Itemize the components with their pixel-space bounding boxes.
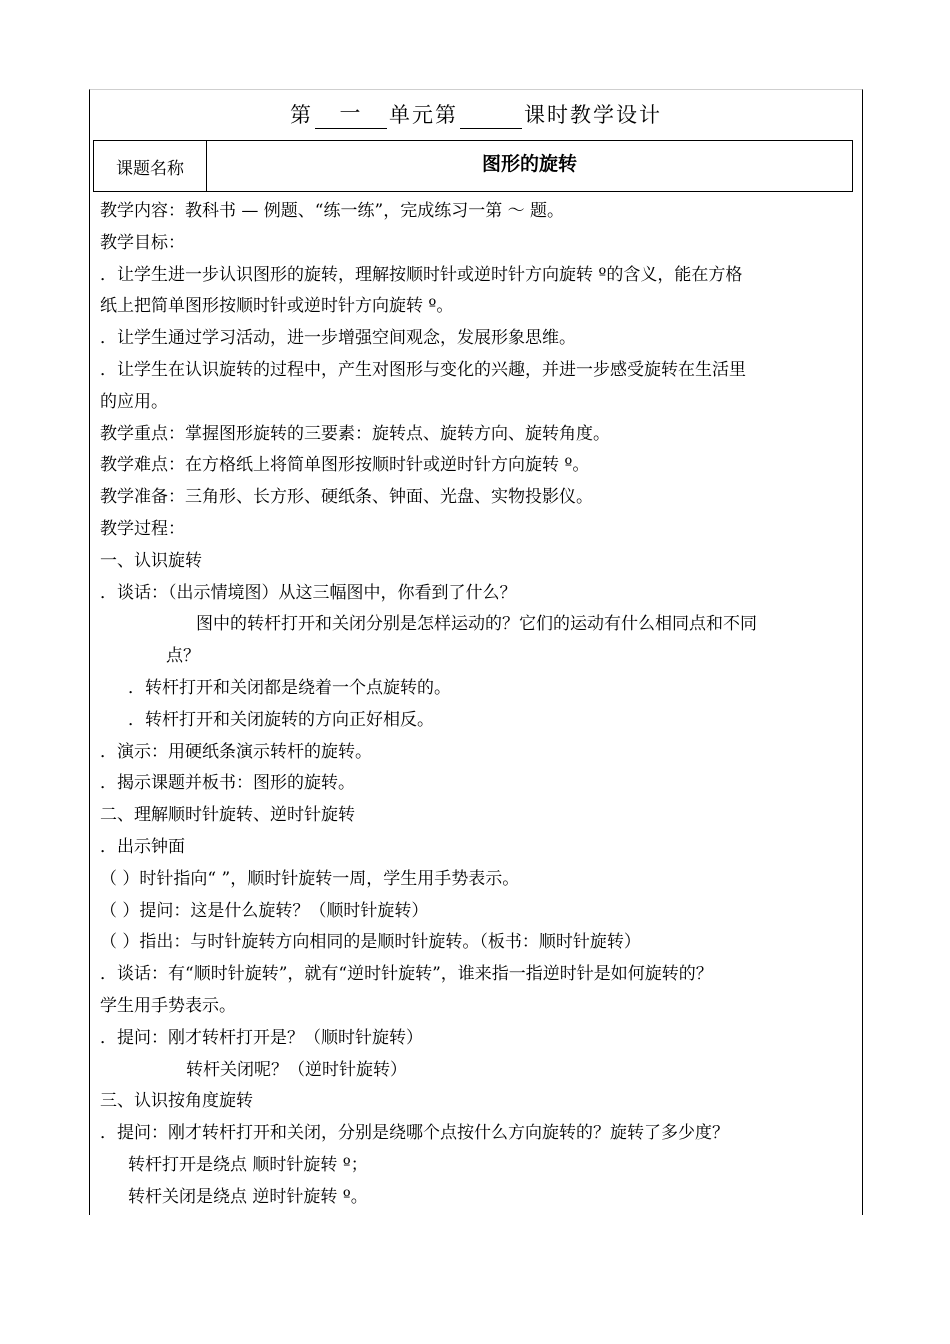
content-line: 教学内容：教科书 — 例题、“练一练”，完成练习一第 ～ 题。 [100, 201, 564, 221]
section-3-answer-1: 转杆打开是绕点 顺时针旋转 º； [128, 1154, 368, 1175]
section-1-question-cont: 点？ [166, 646, 200, 667]
section-1-question: 图中的转杆打开和关闭分别是怎样运动的？它们的运动有什么相同点和不同 [196, 614, 757, 635]
section-1-sub-2: ．转杆打开和关闭旋转的方向正好相反。 [128, 709, 434, 730]
objective-1-cont: 纸上把简单图形按顺时针或逆时针方向旋转 º。 [100, 296, 454, 317]
difficulty-line: 教学难点：在方格纸上将简单图形按顺时针或逆时针方向旋转 º。 [100, 455, 590, 476]
header-prefix: 第 [290, 103, 313, 127]
section-1-item-2: ．演示：用硬纸条演示转杆的旋转。 [100, 741, 372, 762]
section-2-sub-2: （ ）提问：这是什么旋转？（顺时针旋转） [100, 900, 429, 921]
key-point-line: 教学重点：掌握图形旋转的三要素：旋转点、旋转方向、旋转角度。 [100, 423, 610, 444]
objective-3: ．让学生在认识旋转的过程中，产生对图形与变化的兴趣，并进一步感受旋转在生活里 [100, 359, 746, 380]
objective-2: ．让学生通过学习活动，进一步增强空间观念，发展形象思维。 [100, 328, 576, 349]
objective-3-cont: 的应用。 [100, 391, 168, 412]
lesson-body [100, 196, 848, 1214]
section-1-sub-1: ．转杆打开和关闭都是绕着一个点旋转的。 [128, 677, 451, 698]
preparation-line: 教学准备：三角形、长方形、硬纸条、钟面、光盘、实物投影仪。 [100, 487, 593, 508]
section-1-item-1: ．谈话：（出示情境图）从这三幅图中，你看到了什么？ [100, 582, 517, 603]
topic-label: 课题名称 [94, 141, 207, 191]
process-heading: 教学过程： [100, 518, 185, 539]
section-3-answer-2: 转杆关闭是绕点 逆时针旋转 º。 [128, 1186, 368, 1207]
section-2-sub-1: （ ）时针指向“ ”，顺时针旋转一周，学生用手势表示。 [100, 868, 520, 889]
objectives-heading: 教学目标： [100, 232, 185, 253]
unit-number-blank: 一 [315, 100, 387, 129]
header-suffix: 课时教学设计 [524, 103, 662, 127]
section-2-heading: 二、理解顺时针旋转、逆时针旋转 [100, 805, 355, 826]
topic-row [93, 140, 853, 192]
section-2-item-3: ．提问：刚才转杆打开是？（顺时针旋转） [100, 1027, 423, 1048]
section-2-item-2: ．谈话：有“顺时针旋转”，就有“逆时针旋转”，谁来指一指逆时针是如何旋转的？ [100, 964, 713, 985]
section-2-item-2-cont: 学生用手势表示。 [100, 995, 236, 1016]
header-unit-text: 单元第 [389, 103, 458, 127]
lesson-number-blank [460, 100, 522, 129]
section-3-item-1: ．提问：刚才转杆打开和关闭，分别是绕哪个点按什么方向旋转的？旋转了多少度？ [100, 1123, 729, 1144]
section-1-heading: 一、认识旋转 [100, 550, 202, 571]
section-2-sub-3: （ ）指出：与时针旋转方向相同的是顺时针旋转。（板书：顺时针旋转） [100, 932, 641, 953]
objective-1: ．让学生进一步认识图形的旋转，理解按顺时针或逆时针方向旋转 º的含义，能在方格 [100, 264, 743, 285]
section-3-heading: 三、认识按角度旋转 [100, 1091, 253, 1112]
section-2-item-3-cont: 转杆关闭呢？（逆时针旋转） [186, 1059, 407, 1080]
lesson-header [89, 89, 863, 139]
section-1-item-3: ．揭示课题并板书：图形的旋转。 [100, 773, 355, 794]
topic-title: 图形的旋转 [481, 153, 577, 175]
section-2-item-1: ．出示钟面 [100, 836, 185, 857]
